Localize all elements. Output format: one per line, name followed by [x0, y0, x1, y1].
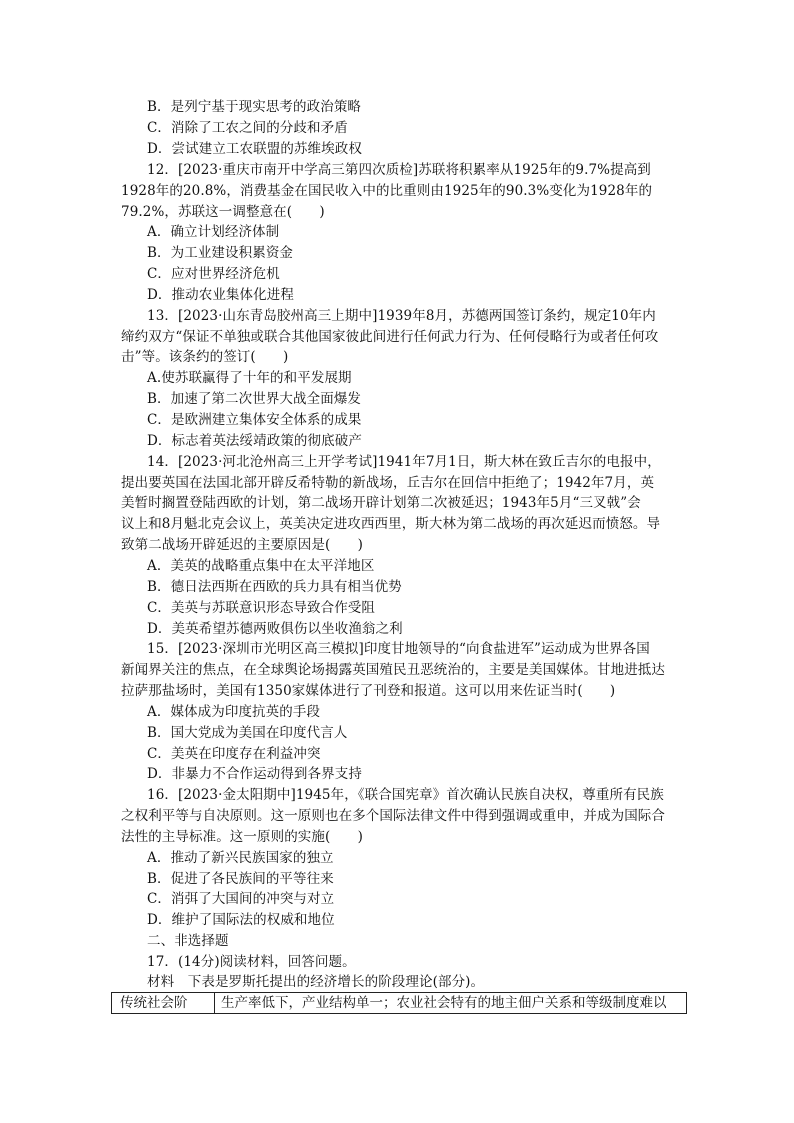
- q11-option-d: D．尝试建立工农联盟的苏维埃政权: [147, 141, 362, 157]
- q16-stem-line-1: 16．[2023·金太阳期中]1945年，《联合国宪章》首次确认民族自决权，尊重所有民族: [147, 787, 664, 803]
- table-cell-description: 生产率低下，产业结构单一；农业社会特有的地主佃户关系和等级制度难以: [221, 995, 667, 1011]
- q14-stem-line-4: 议上和8月魁北克会议上，英美决定进攻西西里，斯大林为第二战场的再次延迟而愤怒。导: [121, 516, 661, 532]
- q14-option-d: D．美英希望苏德两败俱伤以坐收渔翁之利: [147, 621, 403, 637]
- q14-stem-line-3: 美暂时搁置登陆西欧的计划，第二战场开辟计划第二次被延迟；1943年5月“三叉戟”会: [121, 495, 641, 511]
- q14-option-a: A．美英的战略重点集中在太平洋地区: [147, 558, 375, 574]
- q11-option-c: C．消除了工农之间的分歧和矛盾: [147, 120, 348, 136]
- q14-option-c: C．美英与苏联意识形态导致合作受阻: [147, 600, 376, 616]
- q12-option-a: A．确立计划经济体制: [147, 224, 280, 240]
- q16-option-d: D．维护了国际法的权威和地位: [147, 912, 335, 928]
- q13-option-c: C．是欧洲建立集体安全体系的成果: [147, 412, 362, 428]
- q12-stem-line-1: 12．[2023·重庆市南开中学高三第四次质检]苏联将积累率从1925年的9.7%提高到: [147, 162, 651, 178]
- q15-option-a: A．媒体成为印度抗英的手段: [147, 704, 321, 720]
- table-cell-stage: 传统社会阶: [112, 993, 215, 1013]
- q15-option-b: B．国大党成为美国在印度代言人: [147, 725, 348, 741]
- q13-option-d: D．标志着英法绥靖政策的彻底破产: [147, 433, 362, 449]
- q13-stem-line-1: 13．[2023·山东青岛胶州高三上期中]1939年8月，苏德两国签订条约，规定10年内: [147, 308, 656, 324]
- q13-option-a: A.使苏联赢得了十年的和平发展期: [147, 370, 352, 386]
- q15-stem-line-2: 新闻界关注的焦点，在全球舆论场揭露英国殖民丑恶统治的，主要是美国媒体。甘地进抵达: [121, 662, 665, 678]
- q17-stem: 17．(14分)阅读材料，回答问题。: [147, 954, 356, 970]
- q16-stem-line-2: 之权利平等与自决原则。这一原则也在多个国际法律文件中得到强调或重申，并成为国际合: [121, 808, 665, 824]
- stage-table: [111, 992, 687, 1014]
- q15-option-c: C．美英在印度存在利益冲突: [147, 746, 321, 762]
- q12-option-b: B．为工业建设积累资金: [147, 245, 294, 261]
- q15-option-d: D．非暴力不合作运动得到各界支持: [147, 766, 362, 782]
- q14-stem-line-1: 14．[2023·河北沧州高三上开学考试]1941年7月1日，斯大林在致丘吉尔的电报中，: [147, 454, 661, 470]
- q14-option-b: B．德日法西斯在西欧的兵力具有相当优势: [147, 579, 402, 595]
- q14-stem-line-5: 致第二战场开辟延迟的主要原因是( ): [121, 537, 363, 553]
- q13-stem-line-2: 缔约双方“保证不单独或联合其他国家彼此间进行任何武力行为、任何侵略行为或者任何攻: [121, 329, 659, 345]
- q14-stem-line-2: 提出要英国在法国北部开辟反希特勒的新战场，丘吉尔在回信中拒绝了；1942年7月，英: [121, 475, 655, 491]
- q12-option-d: D．推动农业集体化进程: [147, 287, 294, 303]
- q17-material-intro: 材料 下表是罗斯托提出的经济增长的阶段理论(部分)。: [147, 974, 485, 990]
- q16-option-a: A．推动了新兴民族国家的独立: [147, 850, 334, 866]
- q13-stem-line-3: 击”等。该条约的签订( ): [121, 349, 289, 365]
- section-title: 二、非选择题: [147, 933, 229, 949]
- q16-option-c: C．消弭了大国间的冲突与对立: [147, 891, 335, 907]
- q16-stem-line-3: 法性的主导标准。这一原则的实施( ): [121, 829, 363, 845]
- q13-option-b: B．加速了第二次世界大战全面爆发: [147, 391, 362, 407]
- q15-stem-line-1: 15．[2023·深圳市光明区高三模拟]印度甘地领导的“向食盐进军”运动成为世界各国: [147, 641, 650, 657]
- q16-option-b: B．促进了各民族间的平等往来: [147, 871, 334, 887]
- q12-option-c: C．应对世界经济危机: [147, 266, 280, 282]
- q15-stem-line-3: 拉萨那盐场时，美国有1350家媒体进行了刊登和报道。这可以用来佐证当时( ): [121, 683, 616, 699]
- q11-option-b: B．是列宁基于现实思考的政治策略: [147, 99, 362, 115]
- q12-stem-line-2: 1928年的20.8%，消费基金在国民收入中的比重则由1925年的90.3%变化为1928年的: [121, 183, 653, 199]
- q12-stem-line-3: 79.2%，苏联这一调整意在( ): [121, 204, 325, 220]
